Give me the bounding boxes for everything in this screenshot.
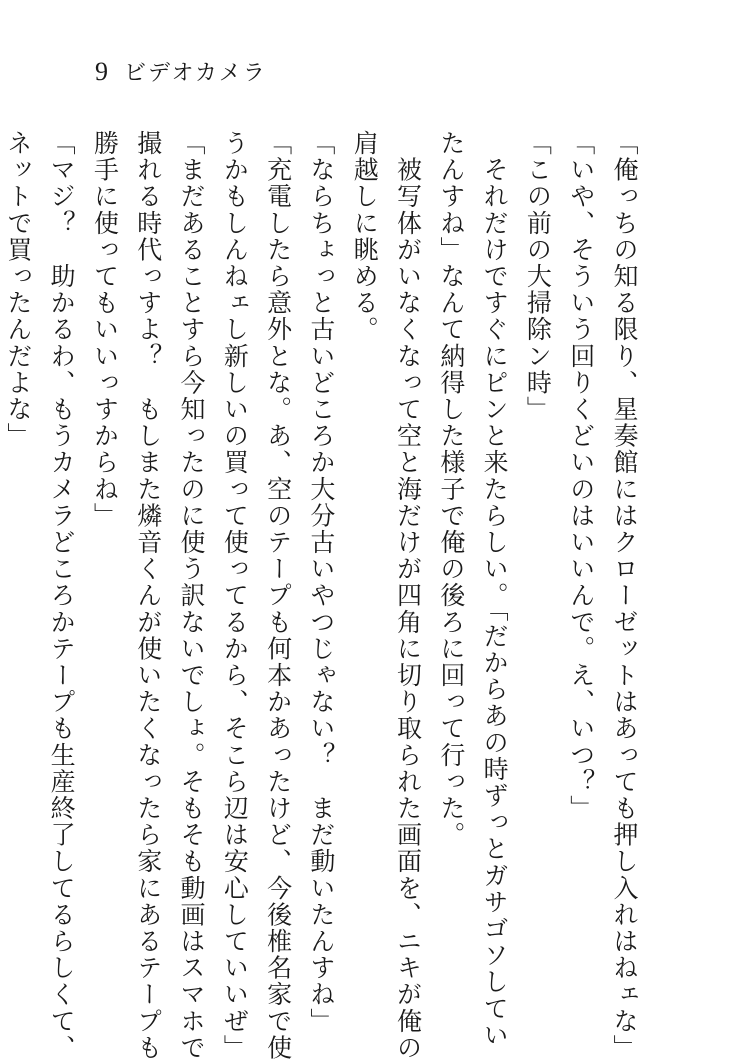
text-line: うかもしんねェし新しいの買って使ってるから、そこら辺は安心していいぜ」	[220, 130, 250, 1061]
body-text	[3, 130, 646, 1061]
text-line: 「充電したら意外とな。あ、空のテープも何本かあったけど、今後椎名家で使	[263, 130, 293, 1061]
text-line: それだけですぐにピンと来たらしい。「だからあの時ずっとガサゴソしてい	[480, 130, 510, 1049]
text-line: 勝手に使ってもいいっすからね」	[90, 130, 120, 529]
chapter-title: ビデオカメラ	[124, 61, 267, 86]
text-line: 肩越しに眺める。	[350, 130, 380, 343]
text-line: 「俺っちの知る限り、星奏館にはクローゼットはあっても押し入れはねェな」	[610, 130, 639, 1061]
page-number: 9	[95, 57, 108, 86]
text-line: ネットで買ったんだよな」	[3, 130, 33, 450]
text-line: たんすね」なんて納得した様子で俺の後ろに回って行った。	[436, 130, 466, 849]
text-line: 「この前の大掃除ン時」	[523, 130, 553, 423]
page-header	[95, 56, 267, 88]
text-line: 被写体がいなくなって空と海だけが四角に切り取られた画面を、ニキが俺の	[393, 130, 423, 1061]
text-line: 「ならちょっと古いどころか大分古いやつじゃない？ まだ動いたんすね」	[306, 130, 336, 1035]
text-line: 「いや、そういう回りくどいのはいいんで。え、いつ？」	[566, 130, 596, 822]
text-line: 撮れる時代っすよ？ もしまた燐音くんが使いたくなったら家にあるテープも	[133, 130, 163, 1061]
text-line: 「まだあることすら今知ったのに使う訳ないでしょ。そもそも動画はスマホで	[177, 130, 207, 1061]
text-line: 「マジ？ 助かるわ、もうカメラどころかテープも生産終了してるらしくて、	[47, 130, 77, 1061]
